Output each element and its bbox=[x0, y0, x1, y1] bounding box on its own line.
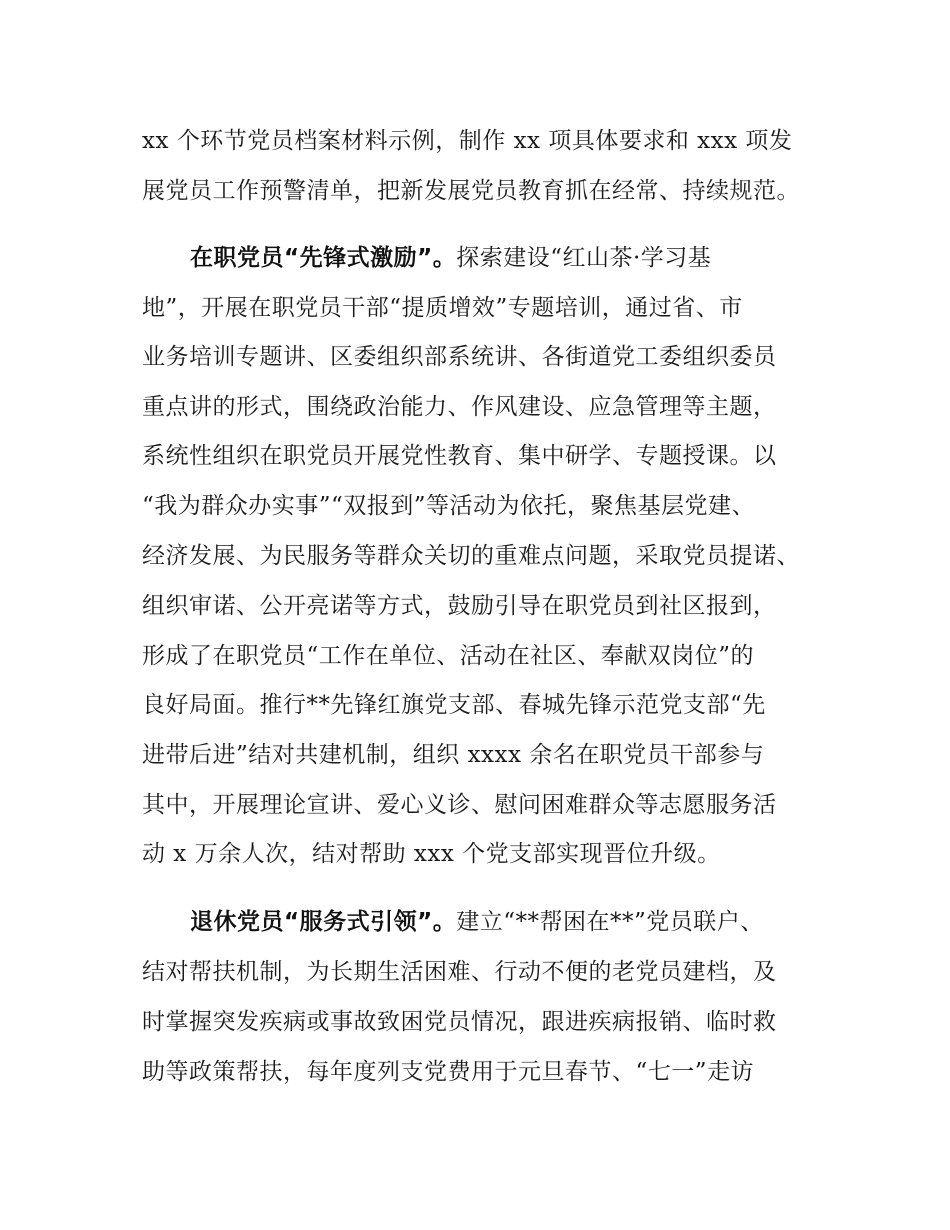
para2-line: “我为群众办实事”“双报到”等活动为依托，聚焦基层党建、 bbox=[142, 493, 756, 519]
para2-line: 形成了在职党员“工作在单位、活动在社区、奉献双岗位”的 bbox=[142, 643, 755, 669]
para2-line: 业务培训专题讲、区委组织部系统讲、各街道党工委组织委员 bbox=[142, 344, 777, 370]
para2-line: 进带后进”结对共建机制，组织 xxxx 余名在职党员干部参与 bbox=[142, 742, 765, 768]
para2-line: 地”，开展在职党员干部“提质增效”专题培训，通过省、市 bbox=[142, 295, 743, 321]
para2-line: 系统性组织在职党员开展党性教育、集中研学、专题授课。以 bbox=[142, 443, 777, 469]
para3-line: 时掌握突发疾病或事故致困党员情况，跟进疾病报销、临时救 bbox=[142, 1009, 777, 1035]
para2-line: 其中，开展理论宣讲、爱心义诊、慰问困难群众等志愿服务活 bbox=[142, 792, 777, 818]
para2-first-line bbox=[190, 243, 711, 273]
para2-line: 动 x 万余人次，结对帮助 xxx 个党支部实现晋位升级。 bbox=[142, 841, 721, 867]
para2-line: 良好局面。推行**先锋红旗党支部、春城先锋示范党支部“先 bbox=[142, 692, 766, 718]
para3-first-line bbox=[190, 907, 764, 937]
para1-line-2: 展党员工作预警清单，把新发展党员教育抓在经常、持续规范。 bbox=[142, 178, 800, 204]
para3-line: 结对帮扶机制，为长期生活困难、行动不便的老党员建档，及 bbox=[142, 959, 777, 985]
para2-line: 组织审诺、公开亮诺等方式，鼓励引导在职党员到社区报到， bbox=[142, 593, 777, 619]
para3-first-line-text: 建立“**帮困在**”党员联户、 bbox=[456, 909, 764, 935]
para2-line: 重点讲的形式，围绕政治能力、作风建设、应急管理等主题， bbox=[142, 394, 777, 420]
para2-first-line-text: 探索建设“红山茶·学习基 bbox=[456, 245, 712, 271]
para3-line: 助等政策帮扶，每年度列支党费用于元旦春节、“七一”走访 bbox=[142, 1059, 755, 1085]
para2-heading: 在职党员“先锋式激励”。 bbox=[190, 245, 457, 271]
para1-line-1: xx 个环节党员档案材料示例，制作 xx 项具体要求和 xxx 项发 bbox=[142, 128, 793, 154]
para2-line: 经济发展、为民服务等群众关切的重难点问题，采取党员提诺、 bbox=[142, 543, 800, 569]
para3-heading: 退休党员“服务式引领”。 bbox=[190, 909, 457, 935]
